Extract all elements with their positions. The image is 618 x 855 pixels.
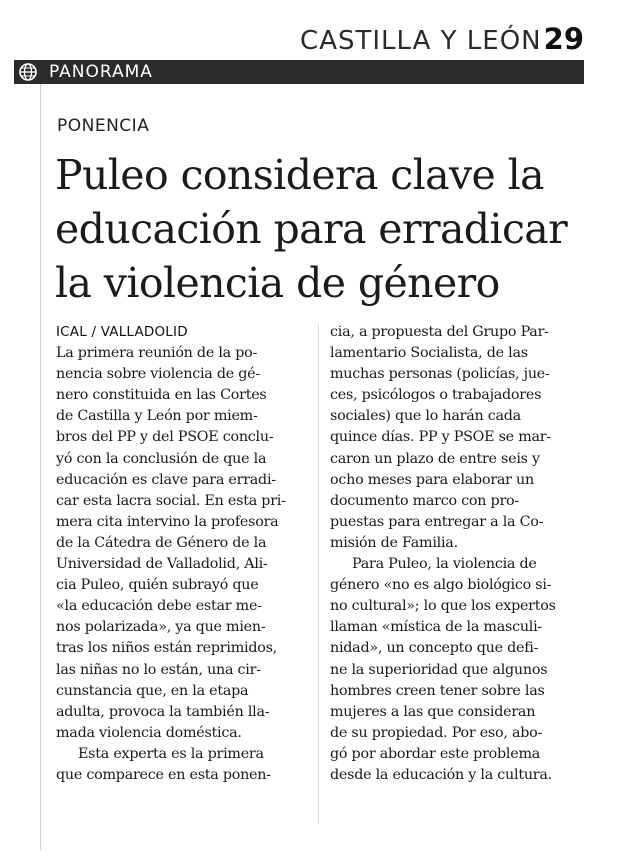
column-divider [318, 324, 319, 824]
text-line: nencia sobre violencia de gé- [56, 366, 260, 383]
text-line: las niñas no lo están, una cir- [56, 661, 261, 678]
article-kicker: PONENCIA [57, 116, 150, 136]
text-line: yó con la conclusión de que la [56, 450, 267, 467]
text-line: ne la superioridad que algunos [330, 661, 548, 678]
article-headline [55, 148, 595, 310]
text-line: bros del PP y del PSOE conclu- [56, 429, 274, 446]
text-line: quince días. PP y PSOE se mar- [330, 429, 551, 446]
section-label: PANORAMA [49, 62, 153, 82]
text-line: gó por abordar este problema [330, 745, 541, 762]
text-line: puestas para entregar a la Co- [330, 513, 544, 530]
text-line: no cultural»; lo que los expertos [330, 598, 556, 615]
text-line: La primera reunión de la po- [56, 345, 258, 362]
text-line: que comparece en esta ponen- [56, 766, 271, 783]
article-column-left [56, 322, 303, 786]
text-line: nero constituida en las Cortes [56, 387, 267, 404]
text-line: adulta, provoca la también lla- [56, 703, 270, 720]
text-line: mada violencia doméstica. [56, 724, 242, 741]
text-line: de su propiedad. Por eso, abo- [330, 724, 543, 741]
text-line: cia Puleo, quién subrayó que [56, 577, 259, 594]
text-line: car esta lacra social. En esta pri- [56, 492, 286, 509]
page-number: 29 [543, 22, 584, 56]
article-column-right [330, 322, 577, 786]
page-header [300, 22, 584, 56]
text-line: sociales) que lo harán cada [330, 408, 521, 425]
headline-line: la violencia de género [55, 259, 500, 307]
text-line: educación es clave para erradi- [56, 471, 276, 488]
text-line: cunstancia que, en la etapa [56, 682, 249, 699]
article-byline: ICAL / VALLADOLID [56, 324, 188, 340]
text-line: Para Puleo, la violencia de [352, 556, 537, 573]
text-line: nidad», un concepto que defi- [330, 640, 539, 657]
region-title: CASTILLA Y LEÓN [300, 26, 542, 56]
text-line: nos polarizada», ya que mien- [56, 619, 266, 636]
text-line: género «no es algo biológico si- [330, 577, 552, 594]
page-edge-line [40, 60, 41, 850]
text-line: lamentario Socialista, de las [330, 345, 528, 362]
text-line: tras los niños están reprimidos, [56, 640, 277, 657]
text-line: llaman «mística de la masculi- [330, 619, 543, 636]
text-line: caron un plazo de entre seis y [330, 450, 540, 467]
text-line: desde la educación y la cultura. [330, 766, 552, 783]
text-line: mera cita intervino la profesora [56, 513, 279, 530]
text-line: misión de Familia. [330, 534, 458, 551]
text-line: documento marco con pro- [330, 492, 519, 509]
globe-icon [17, 61, 39, 83]
text-line: «la educación debe estar me- [56, 598, 262, 615]
section-bar [14, 60, 584, 84]
text-line: de la Cátedra de Género de la [56, 534, 267, 551]
text-line: de Castilla y León por miem- [56, 408, 258, 425]
headline-line: educación para erradicar [55, 205, 568, 253]
text-line: ocho meses para elaborar un [330, 471, 534, 488]
text-line: Universidad de Valladolid, Ali- [56, 556, 268, 573]
text-line: ces, psicólogos o trabajadores [330, 387, 542, 404]
text-line: Esta experta es la primera [78, 745, 264, 762]
text-line: hombres creen tener sobre las [330, 682, 545, 699]
headline-line: Puleo considera clave la [55, 151, 545, 199]
text-line: cia, a propuesta del Grupo Par- [330, 324, 549, 340]
text-line: mujeres a las que consideran [330, 703, 536, 720]
text-line: muchas personas (policías, jue- [330, 366, 550, 383]
